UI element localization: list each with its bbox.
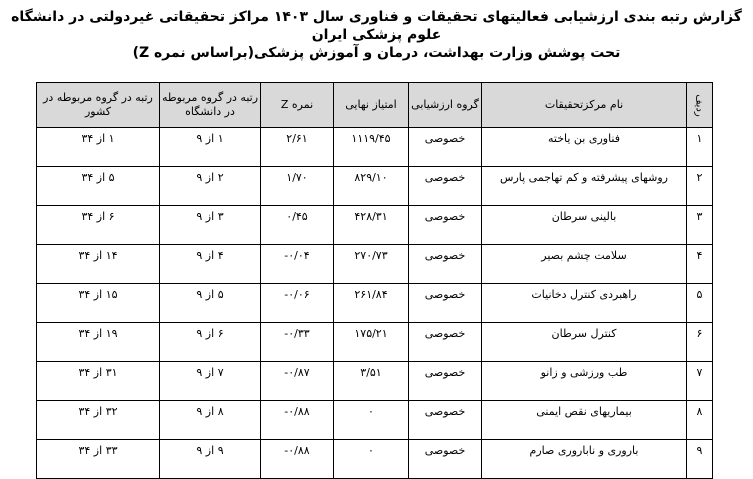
header-score: امتیاز نهایی xyxy=(334,83,409,128)
cell-rank-uni: ۵ از ۹ xyxy=(160,284,261,323)
cell-rank-uni: ۲ از ۹ xyxy=(160,167,261,206)
cell-group: خصوصی xyxy=(409,245,482,284)
cell-group: خصوصی xyxy=(409,401,482,440)
table-row xyxy=(37,128,713,167)
cell-idx: ۹ xyxy=(687,440,713,479)
header-rank-uni: رتبه در گروه مربوطه در دانشگاه xyxy=(160,83,261,128)
cell-group: خصوصی xyxy=(409,284,482,323)
header-name: نام مرکزتحقیقات xyxy=(482,83,687,128)
cell-name: روشهای پیشرفته و کم تهاجمی پارس xyxy=(482,167,687,206)
cell-rank-uni: ۳ از ۹ xyxy=(160,206,261,245)
cell-name: فناوری بن یاخته xyxy=(482,128,687,167)
table-row xyxy=(37,167,713,206)
cell-score: ۰ xyxy=(334,440,409,479)
table-header-row xyxy=(37,83,713,128)
cell-z: ۰/۸۷- xyxy=(261,362,334,401)
cell-score: ۲۷۰/۷۳ xyxy=(334,245,409,284)
cell-idx: ۳ xyxy=(687,206,713,245)
table-row xyxy=(37,323,713,362)
report-title: گزارش رتبه بندی ارزشیابی فعالیتهای تحقیقات و فناوری سال ۱۴۰۳ مراکز تحقیقاتی غیردولتی در دانشگاه علوم پزشکی ایران xyxy=(11,9,742,43)
cell-score: ۴۲۸/۳۱ xyxy=(334,206,409,245)
cell-z: ۲/۶۱ xyxy=(261,128,334,167)
cell-score: ۲۶۱/۸۴ xyxy=(334,284,409,323)
table-row xyxy=(37,362,713,401)
cell-score: ۰ xyxy=(334,401,409,440)
report-subtitle: تحت پوشش وزارت بهداشت، درمان و آموزش پزشکی(براساس نمره Z) xyxy=(132,45,621,61)
cell-idx: ۱ xyxy=(687,128,713,167)
cell-idx: ۸ xyxy=(687,401,713,440)
cell-rank-uni: ۸ از ۹ xyxy=(160,401,261,440)
cell-name: بالینی سرطان xyxy=(482,206,687,245)
cell-idx: ۶ xyxy=(687,323,713,362)
cell-rank-uni: ۶ از ۹ xyxy=(160,323,261,362)
cell-idx: ۲ xyxy=(687,167,713,206)
cell-name: بیماریهای نقص ایمنی xyxy=(482,401,687,440)
cell-name: راهبردی کنترل دخانیات xyxy=(482,284,687,323)
cell-group: خصوصی xyxy=(409,440,482,479)
cell-z: ۰/۸۸- xyxy=(261,401,334,440)
cell-idx: ۴ xyxy=(687,245,713,284)
cell-rank-uni: ۹ از ۹ xyxy=(160,440,261,479)
cell-z: ۰/۸۸- xyxy=(261,440,334,479)
cell-group: خصوصی xyxy=(409,323,482,362)
cell-score: ۳/۵۱ xyxy=(334,362,409,401)
cell-name: باروری و ناباروری صارم xyxy=(482,440,687,479)
cell-idx: ۷ xyxy=(687,362,713,401)
cell-name: کنترل سرطان xyxy=(482,323,687,362)
cell-name: سلامت چشم بصیر xyxy=(482,245,687,284)
cell-rank-uni: ۱ از ۹ xyxy=(160,128,261,167)
cell-group: خصوصی xyxy=(409,128,482,167)
cell-z: ۱/۷۰ xyxy=(261,167,334,206)
cell-score: ۱۱۱۹/۴۵ xyxy=(334,128,409,167)
cell-z: ۰/۰۴- xyxy=(261,245,334,284)
cell-rank-nat: ۳۳ از ۳۴ xyxy=(37,440,160,479)
cell-group: خصوصی xyxy=(409,362,482,401)
cell-z: ۰/۴۵ xyxy=(261,206,334,245)
cell-idx: ۵ xyxy=(687,284,713,323)
cell-rank-uni: ۴ از ۹ xyxy=(160,245,261,284)
cell-group: خصوصی xyxy=(409,167,482,206)
table-row xyxy=(37,440,713,479)
cell-rank-nat: ۶ از ۳۴ xyxy=(37,206,160,245)
header-group: گروه ارزشیابی xyxy=(409,83,482,128)
cell-rank-nat: ۱۴ از ۳۴ xyxy=(37,245,160,284)
cell-z: ۰/۰۶- xyxy=(261,284,334,323)
table-row xyxy=(37,206,713,245)
cell-rank-nat: ۱ از ۳۴ xyxy=(37,128,160,167)
cell-group: خصوصی xyxy=(409,206,482,245)
header-z: نمره Z xyxy=(261,83,334,128)
ranking-table xyxy=(36,82,713,479)
table-row xyxy=(37,284,713,323)
cell-name: طب ورزشی و زانو xyxy=(482,362,687,401)
cell-z: ۰/۳۳- xyxy=(261,323,334,362)
cell-rank-nat: ۱۵ از ۳۴ xyxy=(37,284,160,323)
cell-rank-nat: ۳۱ از ۳۴ xyxy=(37,362,160,401)
cell-score: ۱۷۵/۲۱ xyxy=(334,323,409,362)
table-row xyxy=(37,245,713,284)
header-idx: ردیف xyxy=(687,83,713,128)
cell-rank-nat: ۵ از ۳۴ xyxy=(37,167,160,206)
header-rank-nat: رتبه در گروه مربوطه در کشور xyxy=(37,83,160,128)
cell-rank-nat: ۳۲ از ۳۴ xyxy=(37,401,160,440)
table-row xyxy=(37,401,713,440)
cell-rank-uni: ۷ از ۹ xyxy=(160,362,261,401)
cell-score: ۸۲۹/۱۰ xyxy=(334,167,409,206)
cell-rank-nat: ۱۹ از ۳۴ xyxy=(37,323,160,362)
